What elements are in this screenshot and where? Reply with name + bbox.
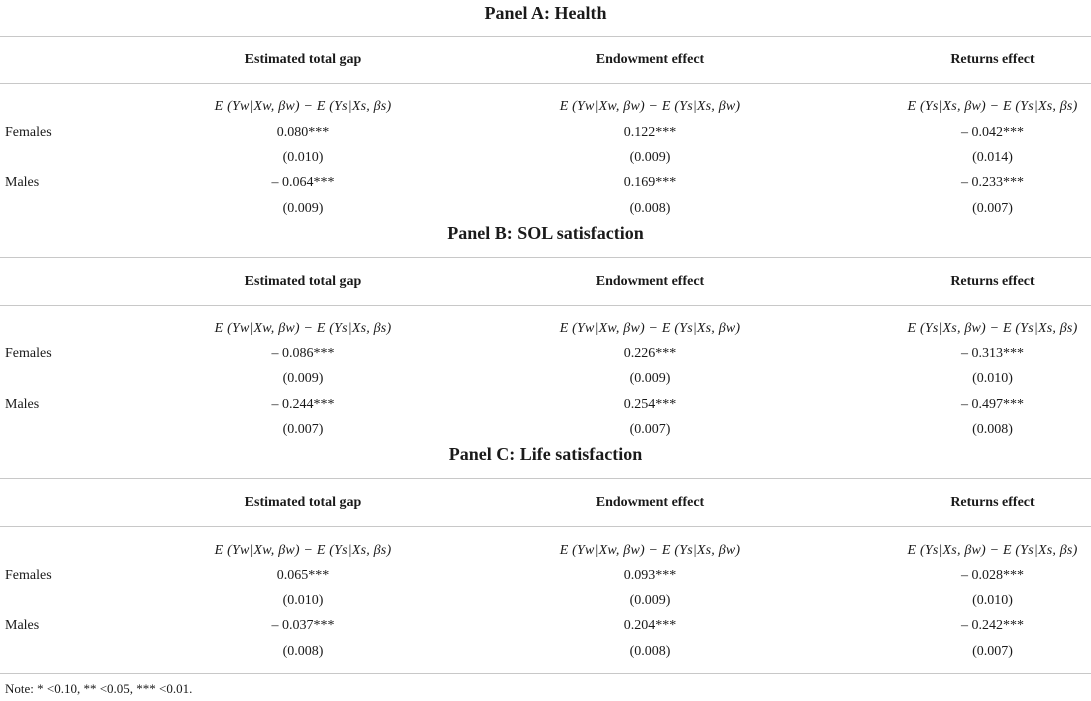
- panel-a-formula-total-gap: E (Yw|Xw, βw) − E (Ys|Xs, βs): [214, 99, 392, 114]
- panel-a-females-se-total-gap: (0.010): [282, 150, 324, 165]
- panel-b-females-se-returns: (0.010): [972, 371, 1013, 386]
- panel-c-males-se-total-gap: (0.008): [282, 644, 324, 659]
- panel-a-females-returns: – 0.042***: [961, 125, 1024, 140]
- panel-c-females-se-total-gap: (0.010): [282, 593, 324, 608]
- panel-b-males-total-gap: – 0.244***: [271, 397, 335, 412]
- panel-a-title: Panel A: Health: [484, 3, 607, 23]
- panel-c-males-endowment: 0.204***: [623, 618, 677, 633]
- panel-a-females-total-gap: 0.080***: [276, 125, 330, 140]
- panel-a-males-se-endowment: (0.008): [629, 201, 671, 216]
- panel-c-header-endowment: Endowment effect: [595, 495, 705, 510]
- panel-b-females-total-gap: – 0.086***: [271, 346, 335, 361]
- panel-b-males-se-endowment: (0.007): [629, 422, 671, 437]
- panel-a-header-rule: [0, 83, 1091, 84]
- panel-c-formula-endowment: E (Yw|Xw, βw) − E (Ys|Xs, βw): [559, 543, 741, 558]
- panel-c-females-total-gap: 0.065***: [276, 568, 330, 583]
- panel-c-females-returns: – 0.028***: [961, 568, 1024, 583]
- panel-a-males-se-returns: (0.007): [972, 201, 1013, 216]
- table-note: Note: * <0.10, ** <0.05, *** <0.01.: [5, 681, 193, 696]
- panel-b-formula-returns: E (Ys|Xs, βw) − E (Ys|Xs, βs): [907, 321, 1078, 336]
- panel-b-females-se-endowment: (0.009): [629, 371, 671, 386]
- panel-b-females-se-total-gap: (0.009): [282, 371, 324, 386]
- table-bottom-rule: [0, 673, 1091, 674]
- panel-b-header-rule: [0, 305, 1091, 306]
- panel-b-formula-total-gap: E (Yw|Xw, βw) − E (Ys|Xs, βs): [214, 321, 392, 336]
- panel-c-top-rule: [0, 478, 1091, 479]
- panel-b-males-endowment: 0.254***: [623, 397, 677, 412]
- panel-a-top-rule: [0, 36, 1091, 37]
- panel-a-males-total-gap: – 0.064***: [271, 175, 335, 190]
- panel-b-males-label: Males: [5, 397, 40, 412]
- panel-b-header-endowment: Endowment effect: [595, 274, 705, 289]
- panel-a-females-se-returns: (0.014): [972, 150, 1013, 165]
- panel-a-formula-endowment: E (Yw|Xw, βw) − E (Ys|Xs, βw): [559, 99, 741, 114]
- panel-c-males-total-gap: – 0.037***: [271, 618, 335, 633]
- panel-c-males-returns: – 0.242***: [961, 618, 1024, 633]
- panel-a-females-label: Females: [5, 125, 52, 140]
- panel-b-females-label: Females: [5, 346, 52, 361]
- panel-b-males-se-returns: (0.008): [972, 422, 1013, 437]
- panel-c-females-endowment: 0.093***: [623, 568, 677, 583]
- panel-b-females-endowment: 0.226***: [623, 346, 677, 361]
- panel-a-header-total-gap: Estimated total gap: [244, 52, 362, 67]
- panel-b-females-returns: – 0.313***: [961, 346, 1024, 361]
- panel-a-females-endowment: 0.122***: [623, 125, 677, 140]
- panel-c-formula-returns: E (Ys|Xs, βw) − E (Ys|Xs, βs): [907, 543, 1078, 558]
- panel-c-females-label: Females: [5, 568, 52, 583]
- panel-c-header-rule: [0, 526, 1091, 527]
- panel-b-title: Panel B: SOL satisfaction: [447, 223, 644, 243]
- panel-a-females-se-endowment: (0.009): [629, 150, 671, 165]
- panel-c-title: Panel C: Life satisfaction: [448, 444, 643, 464]
- panel-c-females-se-endowment: (0.009): [629, 593, 671, 608]
- panel-a-header-returns: Returns effect: [950, 52, 1035, 67]
- panel-c-males-label: Males: [5, 618, 40, 633]
- panel-b-males-se-total-gap: (0.007): [282, 422, 324, 437]
- panel-a-males-label: Males: [5, 175, 40, 190]
- panel-b-top-rule: [0, 257, 1091, 258]
- panel-a-header-endowment: Endowment effect: [595, 52, 705, 67]
- panel-c-formula-total-gap: E (Yw|Xw, βw) − E (Ys|Xs, βs): [214, 543, 392, 558]
- panel-b-males-returns: – 0.497***: [961, 397, 1024, 412]
- panel-c-header-returns: Returns effect: [950, 495, 1035, 510]
- panel-a-males-returns: – 0.233***: [961, 175, 1024, 190]
- panel-a-formula-returns: E (Ys|Xs, βw) − E (Ys|Xs, βs): [907, 99, 1078, 114]
- panel-b-formula-endowment: E (Yw|Xw, βw) − E (Ys|Xs, βw): [559, 321, 741, 336]
- panel-b-header-total-gap: Estimated total gap: [244, 274, 362, 289]
- panel-a-males-se-total-gap: (0.009): [282, 201, 324, 216]
- panel-c-males-se-endowment: (0.008): [629, 644, 671, 659]
- panel-b-header-returns: Returns effect: [950, 274, 1035, 289]
- panel-c-females-se-returns: (0.010): [972, 593, 1013, 608]
- panel-c-males-se-returns: (0.007): [972, 644, 1013, 659]
- panel-c-header-total-gap: Estimated total gap: [244, 495, 362, 510]
- panel-a-males-endowment: 0.169***: [623, 175, 677, 190]
